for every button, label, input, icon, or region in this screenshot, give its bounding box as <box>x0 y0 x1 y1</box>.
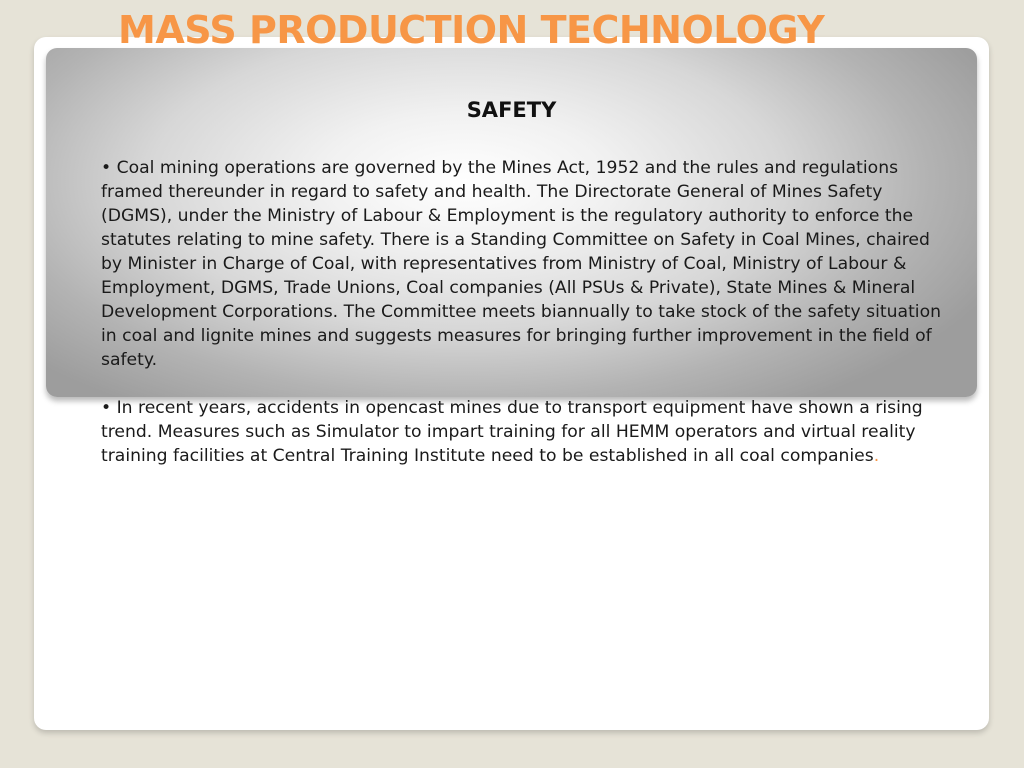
section-heading: SAFETY <box>466 98 557 122</box>
paragraph-opencast-text: • In recent years, accidents in opencast mines due to transport equipment have shown a rising trend. Measures such as Simulator to impart training for all HEMM operators and virtual reality training facilities at Central Training Institute need to be established in all coal companies <box>101 398 923 466</box>
trailing-period: . <box>873 446 880 466</box>
paragraph-opencast-accidents <box>101 396 951 468</box>
paragraph-mines-act: • Coal mining operations are governed by the Mines Act, 1952 and the rules and regulations framed thereunder in regard to safety and health. The Directorate General of Mines Safety (DGMS), under the Ministry of Labour & Employment is the regulatory authority to enforce the statutes relating to mine safety. There is a Standing Committee on Safety in Coal Mines, chaired by Minister in Charge of Coal, with representatives from Ministry of Coal, Ministry of Labour & Employment, DGMS, Trade Unions, Coal companies (All PSUs & Private), State Mines & Mineral Development Corporations. The Committee meets biannually to take stock of the safety situation in coal and lignite mines and suggests measures for bringing further improvement in the field of safety. <box>101 158 941 370</box>
paragraph-spacer <box>101 372 951 396</box>
slide-title: MASS PRODUCTION TECHNOLOGY <box>118 8 825 52</box>
body-text <box>101 156 951 468</box>
